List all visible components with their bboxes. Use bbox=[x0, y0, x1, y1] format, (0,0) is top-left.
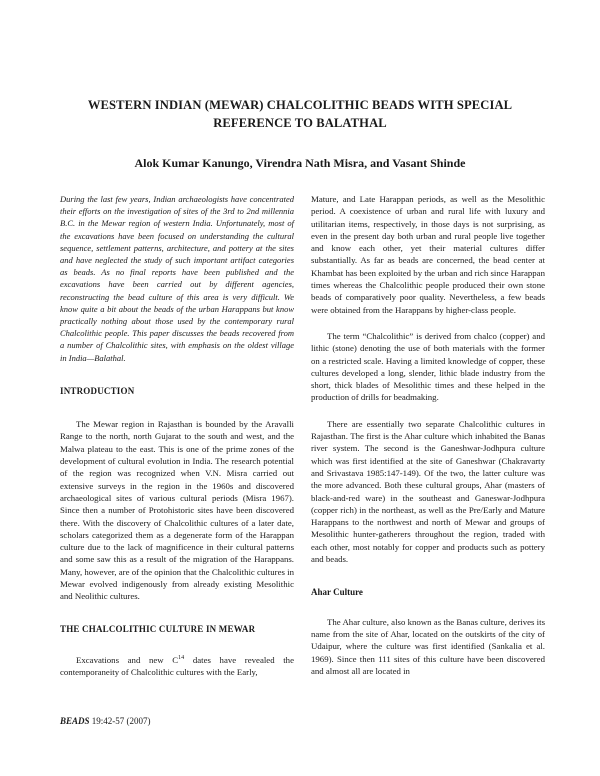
ahar-culture-heading: Ahar Culture bbox=[311, 587, 363, 598]
article-title bbox=[60, 96, 540, 132]
right-paragraph-2: The term “Chalcolithic” is derived from chalco (copper) and lithic (stone) denoting the use of both materials with the former on a restricted scale. Having a limited knowledge of copper, these cultures developed a long, slender, lithic blade industry from the short, thick blades of Mesolithic times and these helped in the production of drills for beadmaking. bbox=[311, 330, 545, 403]
introduction-heading: INTRODUCTION bbox=[60, 385, 135, 396]
right-paragraph-1: Mature, and Late Harappan periods, as well as the Mesolithic period. A coexistence of urban and rural life with luxury and utilitarian items, respectively, in those days is not surprising, as even in the present day both urban and rural people live together and know each other, yet their material cultures differ substantially. As far as beads are concerned, the bead center at Khambat has been exploited by the urban and rich since Harappan times whereas the Chalcolithic people produced their own stone beads of comparatively poor quality. Nevertheless, a few beads were obtained from the Harappans by higher-class people. bbox=[311, 194, 545, 315]
right-paragraph-3: There are essentially two separate Chalcolithic cultures in Rajasthan. The first is the Ahar culture which inhabited the Banas river system. The second is the Ganeshwar-Jodhpura culture which was first identified at the site of Ganeshwar (Chakravarty and Srivastava 1985:147-149). Of the two, the latter culture was the more advanced. Both these cultural groups, Ahar (masters of black-and-red ware) in the southeast and Ganeswar-Jodhpura (copper rich) in the northeast, as well as the Pre/Early and Mature Harappans to the northwest and north of Mewar and groups of Mesolithic hunter-gatherers throughout the region, traded with each other, most notably for copper and products such as pottery and beads. bbox=[311, 418, 545, 565]
title-line-1: WESTERN INDIAN (MEWAR) CHALCOLITHIC BEADS WITH SPECIAL bbox=[87, 98, 513, 112]
chalcolithic-heading: THE CHALCOLITHIC CULTURE IN MEWAR bbox=[60, 623, 256, 634]
chalcolithic-paragraph bbox=[60, 654, 294, 679]
page-footer bbox=[60, 716, 151, 726]
introduction-paragraph: The Mewar region in Rajasthan is bounded by the Aravalli Range to the north, north Gujarat to the south and west, and the Malwa plateau to the east. This is one of the prime zones of the development of cultural evolution in India. The research potential of the region was recognized when V.N. Misra carried out extensive surveys in the region in the 1960s and discovered archaeological sites of various cultural periods (Misra 1967). Since then a number of Protohistoric sites have been discovered there. With the discovery of Chalcolithic cultures of a later date, scholars categorized them as a degenerate form of the Harappan culture due to the lack of magnificence in their cultural patterns and some saw this as a result of the migration of the Harappans. Many, however, are of the opinion that the Chalcolithic cultures in Mewar evolved indigenously from already existing Mesolithic and Neolithic cultures. bbox=[60, 419, 294, 602]
left-column bbox=[60, 193, 294, 678]
title-line-2: REFERENCE TO BALATHAL bbox=[213, 116, 387, 130]
carbon-superscript: 14 bbox=[178, 654, 185, 661]
abstract: During the last few years, Indian archaeologists have concentrated their efforts on the investigation of sites of the 3rd to 2nd millennia B.C. in the Mewar region of western India. Unfortunately, most of the excavations have been focused on understanding the cultural sequence, settlement patterns, architecture, and pottery at the sites and have neglected the study of such important artifact categories as beads. As no final reports have been published and the excavations have been carried out by different agencies, reconstructing the bead culture of this area is very difficult. We know quite a bit about the beads of the urban Harappans but know practically nothing about those used by the contemporary rural Chalcolithic people. This paper discusses the beads recovered from a number of Chalcolithic sites, with emphasis on the oldest village in India—Balathal. bbox=[60, 194, 294, 363]
article-authors: Alok Kumar Kanungo, Virendra Nath Misra, and Vasant Shinde bbox=[134, 156, 466, 170]
right-paragraph-4: The Ahar culture, also known as the Banas culture, derives its name from the site of Ahar, located on the outskirts of the city of Udaipur, where the culture was first identified (Sankalia et al. 1969). Since then 111 sites of this culture have been discovered and almost all are located in bbox=[311, 616, 545, 676]
right-column bbox=[311, 193, 545, 677]
chalcolithic-text-a: Excavations and new C bbox=[76, 654, 179, 665]
chalcolithic-text-b: dates have revealed the contemporaneity of Chalcolithic cultures with the Early, bbox=[60, 654, 294, 678]
journal-citation: 19:42-57 (2007) bbox=[89, 716, 151, 726]
journal-name: BEADS bbox=[60, 716, 90, 726]
